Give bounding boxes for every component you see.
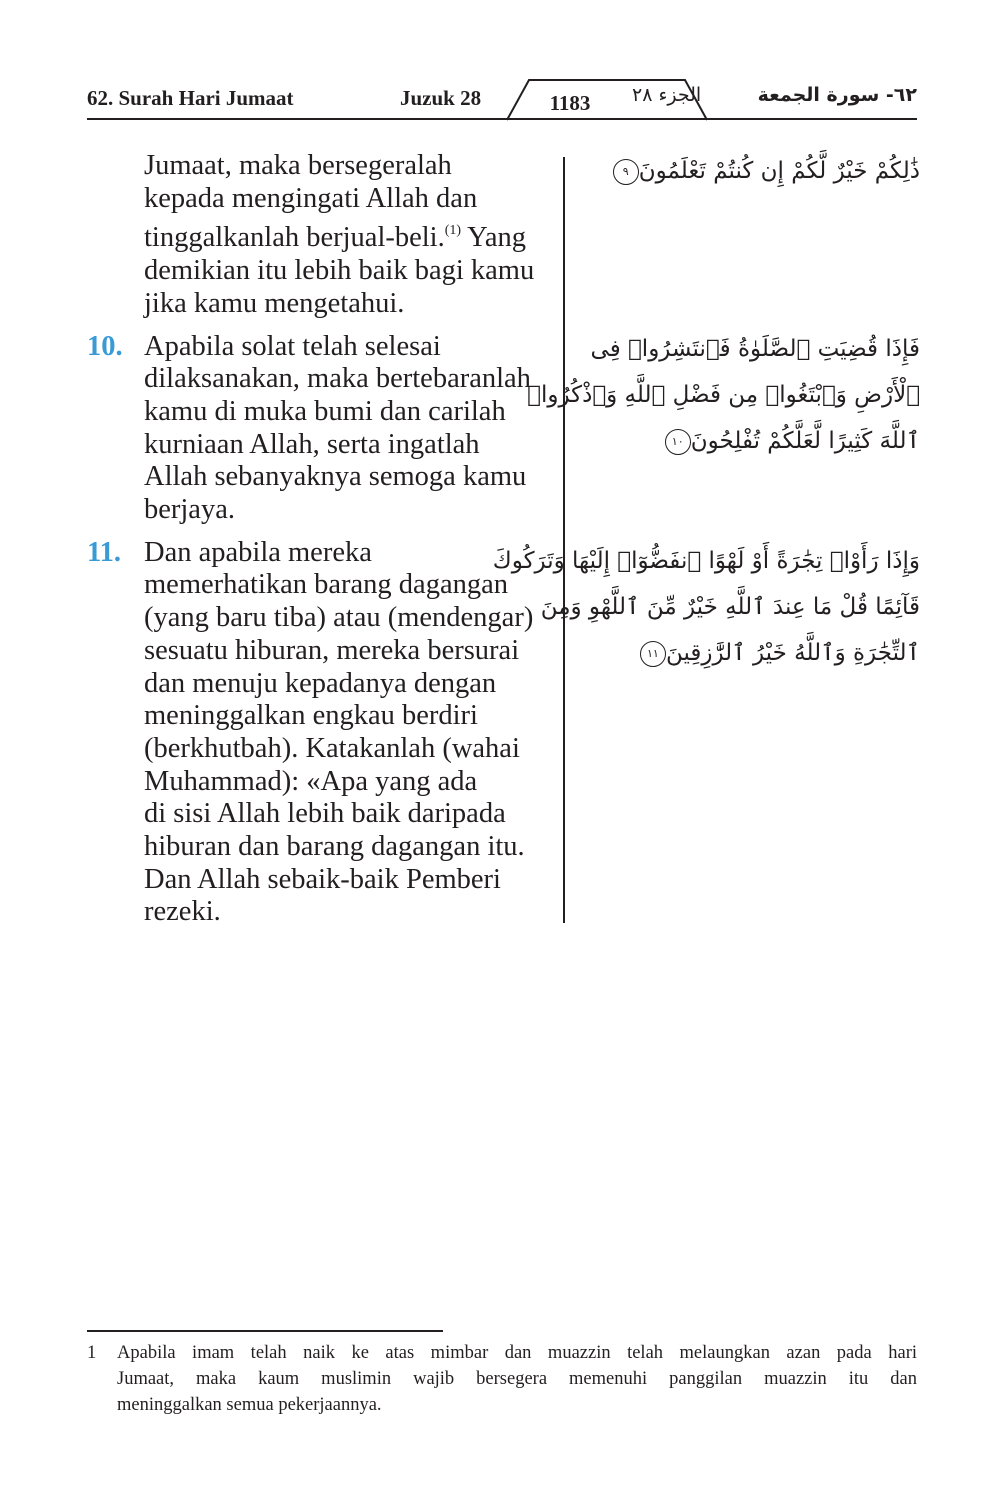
arabic-line: وَإِذَا رَأَوْا۟ تِجَٰرَةً أَوْ لَهْوًا ٱنفَضُّوٓا۟ إِلَيْهَا وَتَرَكُوكَ [492,548,920,574]
verse-11 [87,537,557,929]
text-line: jika kamu mengetahui. [144,287,405,319]
text-line: Muhammad): «Apa yang ada [144,765,478,797]
arabic-line [590,418,920,464]
arabic-line: فَإِذَا قُضِيَتِ ٱلصَّلَوٰةُ فَٱنتَشِرُوا۟ فِى [590,336,920,362]
page-number: 1183 [549,91,591,115]
text-line [144,215,557,255]
verse-10 [87,331,557,527]
footnote-line: Apabila imam telah naik ke atas mimbar dan muazzin telah melaungkan azan pada hari [117,1343,917,1363]
footnote [87,1340,917,1418]
translation-column [87,150,557,939]
text-line: kurniaan Allah, serta ingatlah [144,428,480,460]
arabic-text: ٱلتِّجَٰرَةِ وَٱللَّهُ خَيْرُ ٱلرَّٰزِقِينَ [665,640,920,666]
arabic-ayah-11 [492,538,920,676]
arabic-surah-title: ٦٢- سورة الجمعة [757,84,917,106]
arabic-line [590,630,920,676]
juzuk-label: Juzuk 28 [400,86,482,110]
footnote-text [117,1340,917,1418]
arabic-line [590,148,920,194]
arabic-juz-label: الجزء ٢٨ [632,84,702,106]
footnote-line: Jumaat, maka kaum muslimin wajib bersegera memenuhi panggilan muazzin itu dan [117,1369,917,1389]
arabic-text: ٱللَّهَ كَثِيرًا لَّعَلَّكُمْ تُفْلِحُونَ [690,428,920,454]
page-header [87,78,917,118]
text-line: rezeki. [144,896,221,928]
text-line: di sisi Allah lebih baik daripada [144,798,506,830]
ayah-end-marker-icon: ١٠ [665,429,691,455]
text-line: sesuatu hiburan, mereka bersurai [144,634,520,666]
verse-number: 11. [87,536,122,568]
text-line: memerhatikan barang dagangan [144,569,509,601]
arabic-ayah-10 [527,326,920,464]
arabic-text: ذَٰلِكُمْ خَيْرٌ لَّكُمْ إِن كُنتُمْ تَعْلَمُونَ [638,158,920,184]
text-segment: tinggalkanlah berjual-beli. [144,222,445,254]
text-line: (yang baru tiba) atau (mendengar) [144,602,534,634]
footnote-number: 1 [87,1343,97,1363]
footnote-marker[interactable]: (1) [444,223,462,239]
text-line: kepada mengingati Allah dan [144,182,478,214]
text-line: dan menuju kepadanya dengan [144,667,497,699]
text-line: Dan apabila mereka [144,536,372,568]
arabic-line: ٱلْأَرْضِ وَٱبْتَغُوا۟ مِن فَضْلِ ٱللَّهِ وَٱذْكُرُوا۟ [527,382,920,408]
text-line: demikian itu lebih baik bagi kamu [144,255,535,287]
verse-number: 10. [87,330,123,362]
text-line: kamu di muka bumi dan carilah [144,395,506,427]
text-line: dilaksanakan, maka bertebaranlah [144,363,531,395]
ayah-end-marker-icon: ١١ [640,641,666,667]
header-rule [87,118,917,120]
text-line: Allah sebanyaknya semoga kamu [144,461,527,493]
text-line: Apabila solat telah selesai [144,330,441,362]
footnote-line: meninggalkan semua pekerjaannya. [117,1395,382,1415]
text-line: (berkhutbah). Katakanlah (wahai [144,732,520,764]
text-line: Jumaat, maka bersegeralah [144,150,452,181]
text-line: hiburan dan barang dagangan itu. [144,831,525,863]
footnote-rule [87,1330,443,1332]
arabic-ayah-9 [590,148,920,194]
continuation-paragraph [87,150,557,321]
surah-title: 62. Surah Hari Jumaat [87,86,294,110]
text-line: Dan Allah sebaik-baik Pemberi [144,863,501,895]
arabic-line: قَآئِمًا قُلْ مَا عِندَ ٱللَّهِ خَيْرٌ مِّنَ ٱللَّهْوِ وَمِنَ [540,594,920,620]
text-line: berjaya. [144,494,235,526]
ayah-end-marker-icon: ٩ [613,159,639,185]
text-segment: Yang [461,222,527,254]
text-line: meninggalkan engkau berdiri [144,700,478,732]
